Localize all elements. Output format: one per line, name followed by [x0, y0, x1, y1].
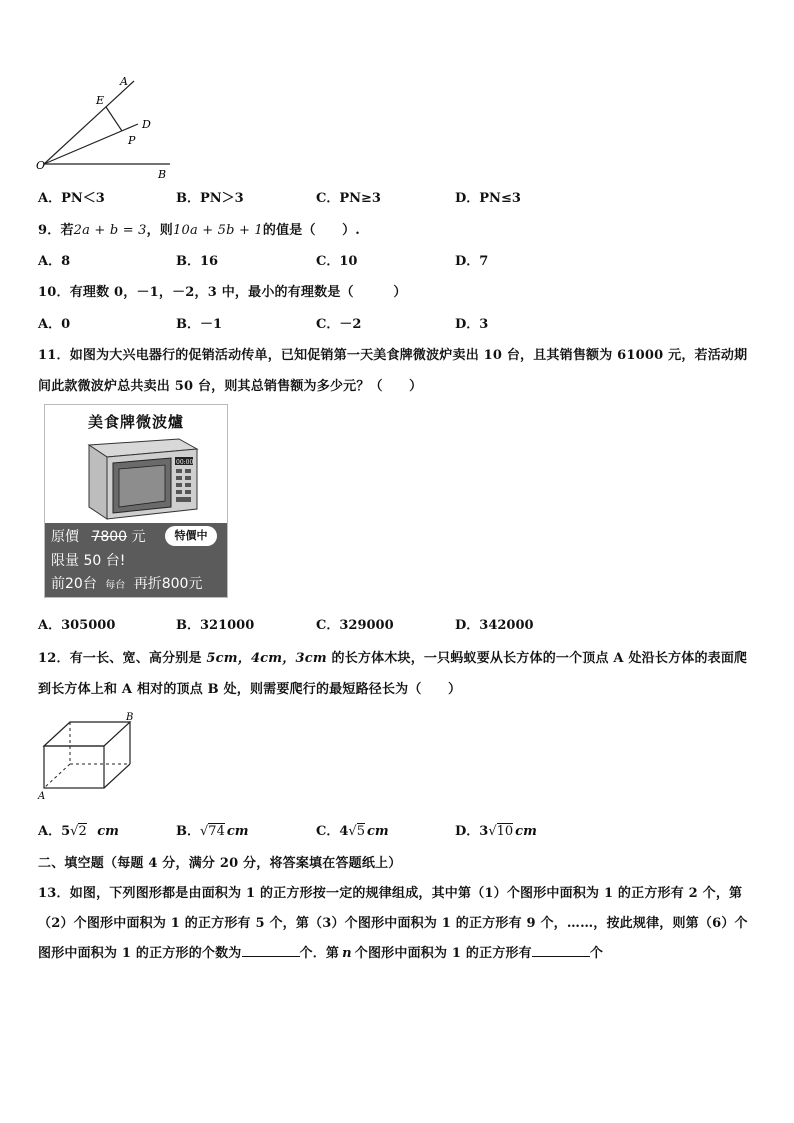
label-D: D: [142, 118, 151, 131]
option-radicand: 5: [356, 824, 365, 839]
q13-text-b: 个．第: [299, 946, 340, 961]
q12-option-b[interactable]: [176, 820, 249, 839]
discount-b: 每台: [105, 580, 126, 591]
flyer-limit: 限量 50 台!: [51, 553, 126, 569]
q11-option-b[interactable]: [176, 614, 254, 633]
flyer-price-row: [51, 526, 146, 546]
option-label: A．: [38, 618, 62, 633]
option-text: －1: [200, 317, 223, 332]
q9-suffix: 的值是（ ）.: [262, 223, 361, 238]
option-text: 0: [61, 317, 71, 332]
label-A: A: [38, 791, 46, 802]
q13-line1: 13．如图，下列图形都是由面积为 1 的正方形按一定的规律组成，其中第（1）个图形中面积为 1 的正方形有 2 个，第: [38, 886, 743, 901]
q10-option-b[interactable]: [176, 313, 222, 332]
option-text: 305000: [61, 618, 116, 633]
option-label: C．: [316, 254, 340, 269]
option-label: B．: [176, 618, 200, 633]
option-unit: cm: [515, 824, 537, 839]
option-text: 3: [479, 317, 489, 332]
q11-stem-line1: 11．如图为大兴电器行的促销活动传单，已知促销第一天美食牌微波炉卖出 10 台，且其销售额为 61000 元，若活动期: [38, 348, 748, 363]
option-text: PN＜3: [61, 191, 105, 206]
microwave-flyer: [44, 404, 228, 598]
q11-option-a[interactable]: [38, 614, 115, 633]
q13-text-a: 图形中面积为 1 的正方形的个数为: [38, 946, 242, 961]
q13-n: n: [342, 946, 352, 961]
q13-text-d: 个: [589, 946, 604, 961]
label-B: B: [158, 168, 167, 181]
answer-blank-1[interactable]: [242, 944, 300, 957]
flyer-title: 美食牌微波爐: [87, 413, 184, 431]
option-label: B．: [176, 254, 200, 269]
option-text: PN≥3: [339, 191, 381, 206]
option-text: PN≤3: [479, 191, 521, 206]
option-label: C．: [316, 618, 340, 633]
q9-option-a[interactable]: [38, 250, 70, 269]
q8-option-c[interactable]: [316, 187, 381, 206]
sqrt-icon: √: [348, 824, 357, 839]
q12-text-a: 12．有一长、宽、高分别是: [38, 651, 207, 666]
flyer-discount-row: [51, 573, 202, 593]
option-radicand: 2: [78, 824, 87, 839]
q11-option-d[interactable]: [455, 614, 534, 633]
sqrt-icon: √: [488, 824, 497, 839]
q11-option-c[interactable]: [316, 614, 394, 633]
q11-stem-line2: 间此款微波炉总共卖出 50 台，则其总销售额为多少元？（ ）: [38, 379, 423, 394]
q12-option-d[interactable]: [455, 820, 537, 839]
q12-option-a[interactable]: [38, 820, 119, 839]
option-label: A．: [38, 824, 62, 839]
option-label: B．: [176, 824, 200, 839]
q13-line2: （2）个图形中面积为 1 的正方形有 5 个，第（3）个图形中面积为 1 的正方形有 9 个，……，按此规律，则第（6）个: [38, 916, 748, 931]
microwave-illustration: [75, 435, 205, 523]
price-label: 原價: [51, 529, 79, 545]
option-label: A．: [38, 191, 62, 206]
q8-option-d[interactable]: [455, 187, 521, 206]
q13-text-c: 个图形中面积为 1 的正方形有: [354, 946, 532, 961]
sale-badge: 特價中: [165, 526, 217, 546]
q9-mid: ，则: [146, 223, 173, 238]
q12-option-c[interactable]: [316, 820, 389, 839]
q9-option-b[interactable]: [176, 250, 218, 269]
q12-stem-line2: 到长方体上和 A 相对的顶点 B 处，则需要爬行的最短路径长为（ ）: [38, 682, 462, 697]
sqrt-icon: √: [70, 824, 79, 839]
option-unit: cm: [366, 824, 389, 839]
q12-text-b: 的长方体木块，一只蚂蚁要从长方体的一个顶点 A 处沿长方体的表面爬: [326, 651, 748, 666]
q12-dims: 5cm，4cm，3cm: [206, 651, 327, 666]
option-label: D．: [455, 317, 480, 332]
q9-expr2: 10a + 5b + 1: [173, 223, 263, 238]
discount-a: 前20台: [51, 576, 97, 592]
option-text: 342000: [479, 618, 534, 633]
q12-cuboid-figure: [34, 710, 144, 802]
label-P: P: [128, 134, 136, 147]
q9-prefix: 9．若: [38, 223, 74, 238]
q8-option-a[interactable]: [38, 187, 105, 206]
q12-stem-line1: [38, 647, 747, 666]
option-label: D．: [455, 191, 480, 206]
price-unit: 元: [131, 529, 146, 545]
option-text: 321000: [200, 618, 255, 633]
label-O: O: [36, 159, 46, 172]
q10-option-c[interactable]: [316, 313, 361, 332]
option-text: 16: [200, 254, 219, 269]
option-unit: cm: [97, 824, 119, 839]
option-label: A．: [38, 317, 62, 332]
q9-expr1: 2a + b = 3: [73, 223, 147, 238]
option-coef: 5: [61, 824, 71, 839]
option-radicand: 74: [208, 824, 225, 839]
q10-option-d[interactable]: [455, 313, 488, 332]
option-label: B．: [176, 191, 200, 206]
q9-option-c[interactable]: [316, 250, 357, 269]
discount-c: 再折800元: [133, 576, 203, 592]
original-price: 7800: [91, 529, 128, 545]
section-heading: 二、填空题（每题 4 分，满分 20 分，将答案填在答题纸上）: [38, 856, 402, 871]
option-label: C．: [316, 191, 340, 206]
option-text: 10: [339, 254, 358, 269]
option-coef: 4: [339, 824, 349, 839]
option-label: C．: [316, 317, 340, 332]
label-B: B: [126, 712, 134, 723]
option-label: A．: [38, 254, 62, 269]
option-label: D．: [455, 618, 480, 633]
label-A: A: [120, 75, 128, 88]
option-radicand: 10: [496, 824, 514, 839]
label-E: E: [96, 94, 105, 107]
q13-line3: [38, 942, 603, 961]
answer-blank-2[interactable]: [532, 944, 590, 957]
option-unit: cm: [226, 824, 249, 839]
display-text: 00:00: [176, 459, 194, 466]
q9-stem: [38, 219, 360, 238]
q10-option-a[interactable]: [38, 313, 70, 332]
option-text: 329000: [339, 618, 394, 633]
option-label: D．: [455, 254, 480, 269]
option-text: 8: [61, 254, 71, 269]
option-text: －2: [339, 317, 362, 332]
q10-stem: 10．有理数 0，－1，－2，3 中，最小的有理数是（ ）: [38, 285, 407, 300]
option-label: C．: [316, 824, 340, 839]
option-text: PN＞3: [200, 191, 244, 206]
option-text: 7: [479, 254, 489, 269]
option-coef: 3: [479, 824, 489, 839]
q8-option-b[interactable]: [176, 187, 244, 206]
q9-option-d[interactable]: [455, 250, 488, 269]
sqrt-icon: √: [200, 824, 209, 839]
option-label: B．: [176, 317, 200, 332]
q8-angle-figure: [30, 72, 180, 184]
option-label: D．: [455, 824, 480, 839]
